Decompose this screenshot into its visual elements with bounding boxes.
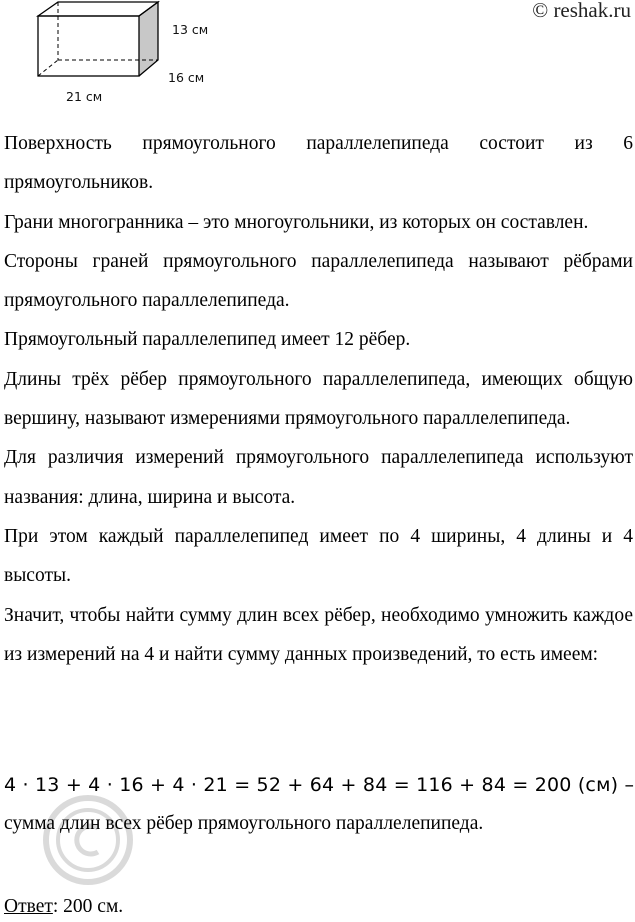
cuboid-top-face: [38, 2, 158, 16]
paragraph-faces: Грани многогранника – это многоугольники, из которых он составлен.: [4, 211, 589, 233]
sum-formula: 4 · 13 + 4 · 16 + 4 · 21 = 52 + 64 + 84 = 116 + 84 = 200 (см) –: [4, 774, 635, 796]
paragraph-counts: При этом каждый параллелепипед имеет по 4 ширины, 4 длины и 4 высоты.: [4, 525, 633, 587]
depth-label: 16 см: [168, 70, 205, 85]
answer-label: Ответ: [4, 896, 53, 917]
site-watermark: © reshak.ru: [532, 0, 631, 22]
paragraph-dimensions: Длины трёх рёбер прямоугольного параллелепипеда, имеющих общую вершину, называют измерениями прямоугольного параллелепипеда.: [4, 368, 633, 430]
answer-line: [4, 896, 123, 918]
paragraph-edge-count: Прямоугольный параллелепипед имеет 12 рёбер.: [4, 329, 411, 351]
paragraph-names: Для различия измерений прямоугольного параллелепипеда используют названия: длина, ширина и высота.: [4, 447, 633, 508]
solution-text: [4, 124, 633, 674]
paragraph-surface: Поверхность прямоугольного параллелепипеда состоит из 6 прямоугольников.: [4, 133, 633, 194]
cuboid-drawing: [0, 0, 210, 100]
cuboid-figure: [0, 0, 210, 105]
paragraph-edges-def: Стороны граней прямоугольного параллелепипеда называют рёбрами прямоугольного параллелепипеда.: [4, 250, 633, 312]
formula-conclusion: сумма длин всех рёбер прямоугольного параллелепипеда.: [4, 813, 484, 834]
length-label: 21 см: [66, 89, 103, 104]
answer-value: : 200 см.: [52, 896, 124, 917]
paragraph-method: Значит, чтобы найти сумму длин всех рёбер, необходимо умножить каждое из измерений на 4 и найти сумму данных произведений, то есть имеем:: [4, 604, 633, 665]
cuboid-front-face: [38, 16, 139, 76]
height-label: 13 см: [172, 22, 209, 37]
